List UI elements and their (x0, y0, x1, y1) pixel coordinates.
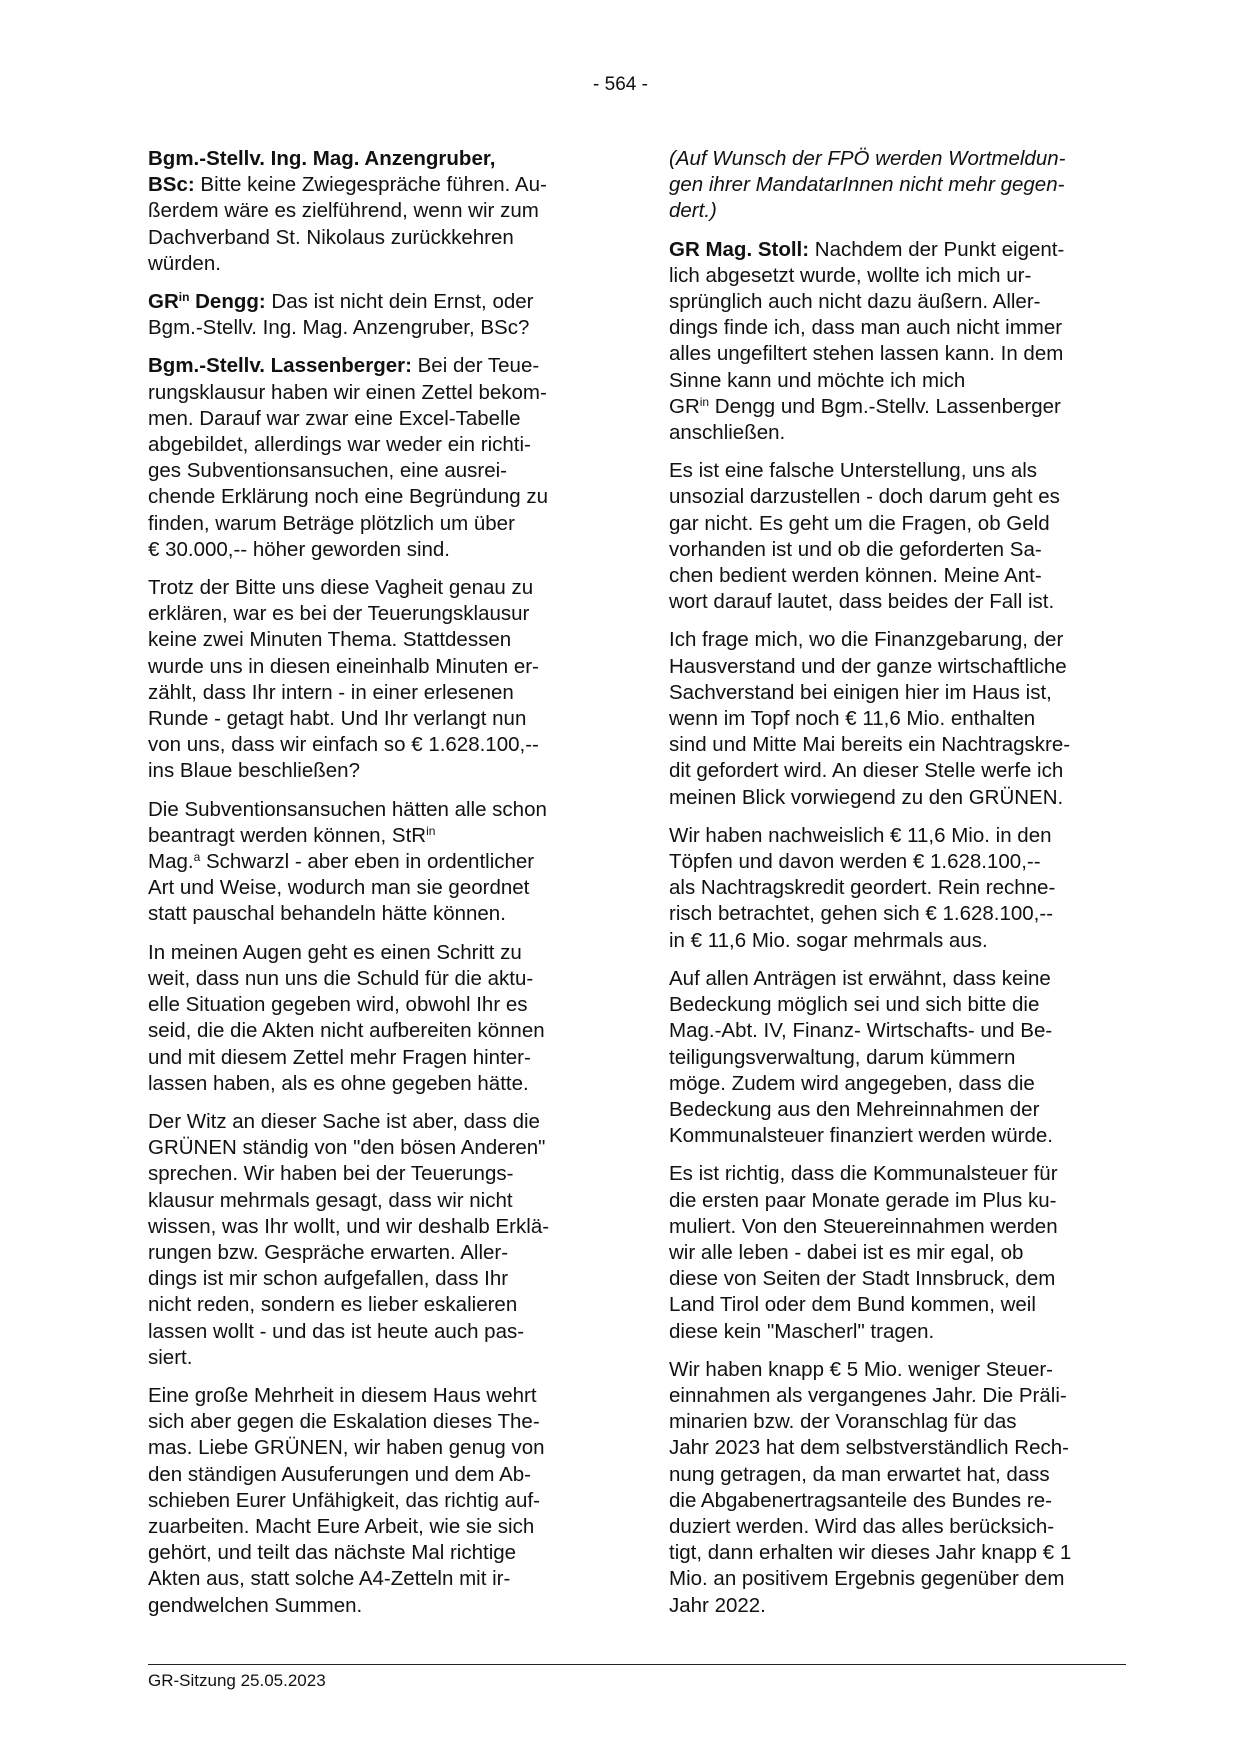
text-line (148, 1462, 596, 1488)
speaker-name: GR Mag. Stoll: (669, 237, 810, 261)
body-text: wurde uns in diesen eineinhalb Minuten er- (148, 654, 539, 678)
body-text: Töpfen und davon werden € 1.628.100,-- (669, 850, 1041, 874)
paragraph (669, 1357, 1121, 1619)
text-line (148, 432, 596, 458)
text-line (148, 992, 596, 1018)
text-line (148, 758, 596, 784)
paragraph (669, 1161, 1121, 1344)
body-text: und mit diesem Zettel mehr Fragen hinter- (148, 1045, 531, 1069)
text-line (148, 537, 596, 563)
body-text: ins Blaue beschließen? (148, 759, 360, 783)
text-line (669, 1488, 1121, 1514)
text-line (148, 380, 596, 406)
body-text: die ersten paar Monate gerade im Plus ku- (669, 1188, 1057, 1212)
body-text: tigt, dann erhalten wir dieses Jahr knapp € 1 (669, 1541, 1072, 1565)
body-text: seid, die die Akten nicht aufbereiten können (148, 1019, 545, 1043)
left-column (148, 146, 596, 1631)
speaker-name: Bgm.-Stellv. Lassenberger: (148, 354, 412, 378)
text-line (669, 966, 1121, 992)
body-text: in € 11,6 Mio. sogar mehrmals aus. (669, 928, 988, 952)
body-text: weit, dass nun uns die Schuld für die aktu- (148, 966, 534, 990)
text-line (669, 1409, 1121, 1435)
text-line (148, 315, 596, 341)
text-line (148, 1109, 596, 1135)
text-line (669, 1071, 1121, 1097)
text-line (669, 289, 1121, 315)
body-text: diese von Seiten der Stadt Innsbruck, dem (669, 1267, 1056, 1291)
body-text: Eine große Mehrheit in diesem Haus wehrt (148, 1383, 537, 1407)
text-line (148, 1018, 596, 1044)
text-line (669, 785, 1121, 811)
body-text: Sachverstand bei einigen hier im Haus ist, (669, 680, 1052, 704)
body-text: Der Witz an dieser Sache ist aber, dass die (148, 1109, 540, 1133)
body-text: Schwarzl - aber eben in ordentlicher (200, 850, 535, 874)
text-line (669, 992, 1121, 1018)
text-line (148, 1345, 596, 1371)
text-line (148, 1188, 596, 1214)
paragraph (148, 1109, 596, 1371)
body-text: lassen haben, als es ohne gegeben hätte. (148, 1071, 529, 1095)
text-line (148, 1593, 596, 1619)
text-line (148, 1161, 596, 1187)
body-text: lich abgesetzt wurde, wollte ich mich ur- (669, 263, 1032, 287)
text-line (148, 654, 596, 680)
body-text: dit gefordert wird. An dieser Stelle werfe ich (669, 759, 1064, 783)
text-line (669, 1240, 1121, 1266)
body-text: Dengg und Bgm.-Stellv. Lassenberger (709, 394, 1061, 418)
right-column (669, 146, 1121, 1631)
body-text: Ich frage mich, wo die Finanzgebarung, der (669, 628, 1064, 652)
text-line (669, 1292, 1121, 1318)
body-text: gehört, und teilt das nächste Mal richtige (148, 1541, 517, 1565)
body-text: vorhanden ist und ob die geforderten Sa- (669, 537, 1042, 561)
text-line (148, 1214, 596, 1240)
speaker-name: Dengg: (189, 290, 266, 314)
text-line (669, 823, 1121, 849)
text-line (148, 146, 596, 172)
body-text: wort darauf lautet, dass beides der Fall ist. (669, 590, 1055, 614)
body-text: Auf allen Anträgen ist erwähnt, dass keine (669, 966, 1051, 990)
text-line (669, 1514, 1121, 1540)
text-line (669, 237, 1121, 263)
body-text: Bitte keine Zwiegespräche führen. Au- (194, 173, 547, 197)
paragraph (148, 940, 596, 1097)
body-text: muliert. Von den Steuereinnahmen werden (669, 1214, 1058, 1238)
body-text: möge. Zudem wird angegeben, dass die (669, 1071, 1035, 1095)
text-line (669, 589, 1121, 615)
body-text: ges Subventionsansuchen, eine ausrei- (148, 459, 507, 483)
body-text: alles ungefiltert stehen lassen kann. In dem (669, 342, 1064, 366)
body-text: men. Darauf war zwar eine Excel-Tabelle (148, 406, 521, 430)
text-line (669, 627, 1121, 653)
body-text: schieben Eurer Unfähigkeit, das richtig auf- (148, 1488, 540, 1512)
body-text: Trotz der Bitte uns diese Vagheit genau zu (148, 576, 534, 600)
speaker-name: GR (148, 290, 179, 314)
paragraph (669, 627, 1121, 810)
paragraph (148, 146, 596, 277)
body-text: wissen, was Ihr wollt, und wir deshalb Erklä- (148, 1214, 550, 1238)
text-line (669, 537, 1121, 563)
paragraph (148, 797, 596, 928)
text-line (148, 1045, 596, 1071)
body-text: finden, warum Beträge plötzlich um über (148, 511, 515, 535)
text-line (669, 1018, 1121, 1044)
text-line (669, 1435, 1121, 1461)
body-text: Sinne kann und möchte ich mich (669, 368, 966, 392)
body-text: nung getragen, da man erwartet hat, dass (669, 1462, 1050, 1486)
text-line (669, 484, 1121, 510)
text-line (148, 901, 596, 927)
body-text: Das ist nicht dein Ernst, oder (265, 290, 534, 314)
text-line (669, 1045, 1121, 1071)
body-text: erklären, war es bei der Teuerungsklausur (148, 602, 530, 626)
body-text: sprünglich auch nicht dazu äußern. Aller- (669, 290, 1041, 314)
body-text: unsozial darzustellen - doch darum geht es (669, 485, 1060, 509)
paragraph (669, 458, 1121, 615)
body-text: Bedeckung aus den Mehreinnahmen der (669, 1097, 1040, 1121)
body-text: Dachverband St. Nikolaus zurückkehren (148, 225, 514, 249)
body-text: rungsklausur haben wir einen Zettel bekom- (148, 380, 547, 404)
text-line (669, 1319, 1121, 1345)
text-line (148, 1071, 596, 1097)
text-line (148, 706, 596, 732)
body-text: wir alle leben - dabei ist es mir egal, ob (669, 1240, 1024, 1264)
body-text: klausur mehrmals gesagt, dass wir nicht (148, 1188, 513, 1212)
text-line (669, 198, 1121, 224)
body-text: nicht reden, sondern es lieber eskalieren (148, 1293, 518, 1317)
body-text: Es ist richtig, dass die Kommunalsteuer für (669, 1162, 1058, 1186)
text-line (669, 394, 1121, 420)
body-text: ßerdem wäre es zielführend, wenn wir zum (148, 199, 539, 223)
body-text: GRÜNEN ständig von "den bösen Anderen" (148, 1136, 546, 1160)
paragraph (148, 353, 596, 563)
body-text: siert. (148, 1345, 193, 1369)
body-text: würden. (148, 251, 221, 275)
body-text: Jahr 2022. (669, 1593, 766, 1617)
body-text: Mag. (148, 850, 194, 874)
body-text: Mio. an positivem Ergebnis gegenüber dem (669, 1567, 1065, 1591)
body-text: Wir haben nachweislich € 11,6 Mio. in den (669, 823, 1052, 847)
text-line (148, 797, 596, 823)
body-text: Jahr 2023 hat dem selbstverständlich Rech- (669, 1436, 1069, 1460)
page-number: - 564 - (593, 74, 648, 95)
body-text: Art und Weise, wodurch man sie geordnet (148, 876, 530, 900)
text-line (148, 1319, 596, 1345)
text-line (669, 315, 1121, 341)
body-text: GR (669, 394, 700, 418)
text-line (669, 172, 1121, 198)
paragraph (148, 1383, 596, 1619)
speaker-name: BSc: (148, 173, 195, 197)
text-line (148, 484, 596, 510)
text-line (669, 1161, 1121, 1187)
body-text: statt pauschal behandeln hätte können. (148, 902, 506, 926)
body-text: sind und Mitte Mai bereits ein Nachtragskre- (669, 733, 1071, 757)
body-text: dert.) (669, 199, 717, 223)
body-text: anschließen. (669, 421, 786, 445)
body-text: die Abgabenertragsanteile des Bundes re- (669, 1488, 1052, 1512)
body-text: abgebildet, allerdings war weder ein richti- (148, 433, 531, 457)
text-line (148, 1135, 596, 1161)
text-line (148, 875, 596, 901)
body-text: wenn im Topf noch € 11,6 Mio. enthalten (669, 707, 1036, 731)
paragraph (669, 823, 1121, 954)
body-text: In meinen Augen geht es einen Schritt zu (148, 940, 522, 964)
body-text: diese kein "Mascherl" tragen. (669, 1319, 935, 1343)
text-line (148, 1435, 596, 1461)
text-line (148, 1566, 596, 1592)
text-line (669, 680, 1121, 706)
text-line (669, 1540, 1121, 1566)
body-text: sprechen. Wir haben bei der Teuerungs- (148, 1162, 514, 1186)
text-line (669, 341, 1121, 367)
body-text: Hausverstand und der ganze wirtschaftliche (669, 654, 1067, 678)
body-text: Land Tirol oder dem Bund kommen, weil (669, 1293, 1036, 1317)
body-text: zuarbeiten. Macht Eure Arbeit, wie sie sich (148, 1514, 535, 1538)
text-line (669, 511, 1121, 537)
body-text: lassen wollt - und das ist heute auch pas- (148, 1319, 525, 1343)
text-line (148, 353, 596, 379)
text-line (669, 263, 1121, 289)
text-line (148, 458, 596, 484)
text-line (669, 1357, 1121, 1383)
paragraph (669, 146, 1121, 225)
text-line (148, 1540, 596, 1566)
superscript: in (178, 290, 190, 305)
body-text: Es ist eine falsche Unterstellung, uns als (669, 459, 1038, 483)
paragraph (669, 237, 1121, 447)
body-text: Akten aus, statt solche A4-Zetteln mit ir- (148, 1567, 511, 1591)
text-line (669, 563, 1121, 589)
text-line (669, 1123, 1121, 1149)
body-text: gen ihrer MandatarInnen nicht mehr gegen- (669, 173, 1065, 197)
paragraph (669, 966, 1121, 1149)
body-text: einnahmen als vergangenes Jahr. Die Präli- (669, 1383, 1067, 1407)
text-line (669, 1188, 1121, 1214)
body-text: (Auf Wunsch der FPÖ werden Wortmeldun- (669, 147, 1066, 170)
text-line (669, 875, 1121, 901)
body-text: zählt, dass Ihr intern - in einer erlesenen (148, 680, 514, 704)
text-line (148, 511, 596, 537)
text-line (669, 1383, 1121, 1409)
text-line (669, 1462, 1121, 1488)
body-text: Kommunalsteuer finanziert werden würde. (669, 1124, 1053, 1148)
text-line (669, 732, 1121, 758)
paragraph (148, 289, 596, 341)
text-line (148, 251, 596, 277)
body-text: keine zwei Minuten Thema. Stattdessen (148, 628, 512, 652)
text-line (669, 706, 1121, 732)
text-line (148, 198, 596, 224)
body-text: beantragt werden können, StR (148, 823, 427, 847)
body-text: Bei der Teue- (411, 354, 540, 378)
text-line (148, 1292, 596, 1318)
body-text: Die Subventionsansuchen hätten alle schon (148, 797, 547, 821)
body-text: risch betrachtet, gehen sich € 1.628.100,-- (669, 902, 1054, 926)
body-text: € 30.000,-- höher geworden sind. (148, 537, 451, 561)
text-line (669, 928, 1121, 954)
text-line (148, 627, 596, 653)
body-text: duziert werden. Wird das alles berücksich- (669, 1514, 1055, 1538)
text-line (148, 575, 596, 601)
text-line (148, 823, 596, 849)
body-text: chende Erklärung noch eine Begründung zu (148, 485, 549, 509)
body-text: minarien bzw. der Voranschlag für das (669, 1410, 1017, 1434)
text-line (669, 901, 1121, 927)
text-line (148, 289, 596, 315)
text-line (148, 940, 596, 966)
body-text: meinen Blick vorwiegend zu den GRÜNEN. (669, 785, 1064, 809)
text-line (148, 1240, 596, 1266)
text-line (669, 1097, 1121, 1123)
body-text: dings finde ich, dass man auch nicht immer (669, 316, 1063, 340)
body-text: Nachdem der Punkt eigent- (809, 237, 1065, 261)
text-line (148, 1266, 596, 1292)
text-line (669, 849, 1121, 875)
text-line (669, 368, 1121, 394)
text-line (148, 1383, 596, 1409)
body-text: von uns, dass wir einfach so € 1.628.100,-- (148, 733, 539, 757)
text-line (669, 1214, 1121, 1240)
body-text: gar nicht. Es geht um die Fragen, ob Geld (669, 511, 1050, 535)
text-line (148, 1514, 596, 1540)
text-line (148, 225, 596, 251)
body-text: elle Situation gegeben wird, obwohl Ihr es (148, 993, 528, 1017)
text-line (148, 1488, 596, 1514)
body-text: gendwelchen Summen. (148, 1593, 363, 1617)
text-line (148, 1409, 596, 1435)
body-text: Mag.-Abt. IV, Finanz- Wirtschafts- und Be- (669, 1019, 1053, 1043)
body-text: den ständigen Ausuferungen und dem Ab- (148, 1462, 531, 1486)
text-line (148, 849, 596, 875)
text-line (148, 732, 596, 758)
body-text: mas. Liebe GRÜNEN, wir haben genug von (148, 1436, 545, 1460)
superscript: in (699, 394, 710, 409)
body-text: als Nachtragskredit geordert. Rein rechne- (669, 876, 1056, 900)
text-line (148, 406, 596, 432)
superscript: in (426, 823, 436, 838)
body-text: rungen bzw. Gespräche erwarten. Aller- (148, 1240, 509, 1264)
paragraph (148, 575, 596, 785)
body-text: chen bedient werden können. Meine Ant- (669, 564, 1042, 588)
body-text: Bgm.-Stellv. Ing. Mag. Anzengruber, BSc? (148, 316, 530, 340)
body-text: Runde - getagt habt. Und Ihr verlangt nun (148, 707, 527, 731)
footer-divider (148, 1664, 1126, 1665)
text-line (669, 146, 1121, 172)
footer-session-date: GR-Sitzung 25.05.2023 (148, 1671, 326, 1690)
text-line (148, 966, 596, 992)
text-line (148, 680, 596, 706)
text-line (669, 1593, 1121, 1619)
body-text: sich aber gegen die Eskalation dieses The- (148, 1410, 540, 1434)
speaker-name: Bgm.-Stellv. Ing. Mag. Anzengruber, (148, 147, 496, 170)
text-line (669, 1566, 1121, 1592)
superscript: a (193, 850, 201, 865)
text-line (669, 758, 1121, 784)
text-line (148, 601, 596, 627)
text-line (669, 1266, 1121, 1292)
text-line (148, 172, 596, 198)
body-text: Bedeckung möglich sei und sich bitte die (669, 993, 1040, 1017)
body-text: dings ist mir schon aufgefallen, dass Ihr (148, 1267, 509, 1291)
body-text: teiligungsverwaltung, darum kümmern (669, 1045, 1016, 1069)
body-text: Wir haben knapp € 5 Mio. weniger Steuer- (669, 1357, 1054, 1381)
text-line (669, 458, 1121, 484)
text-line (669, 420, 1121, 446)
text-line (669, 654, 1121, 680)
